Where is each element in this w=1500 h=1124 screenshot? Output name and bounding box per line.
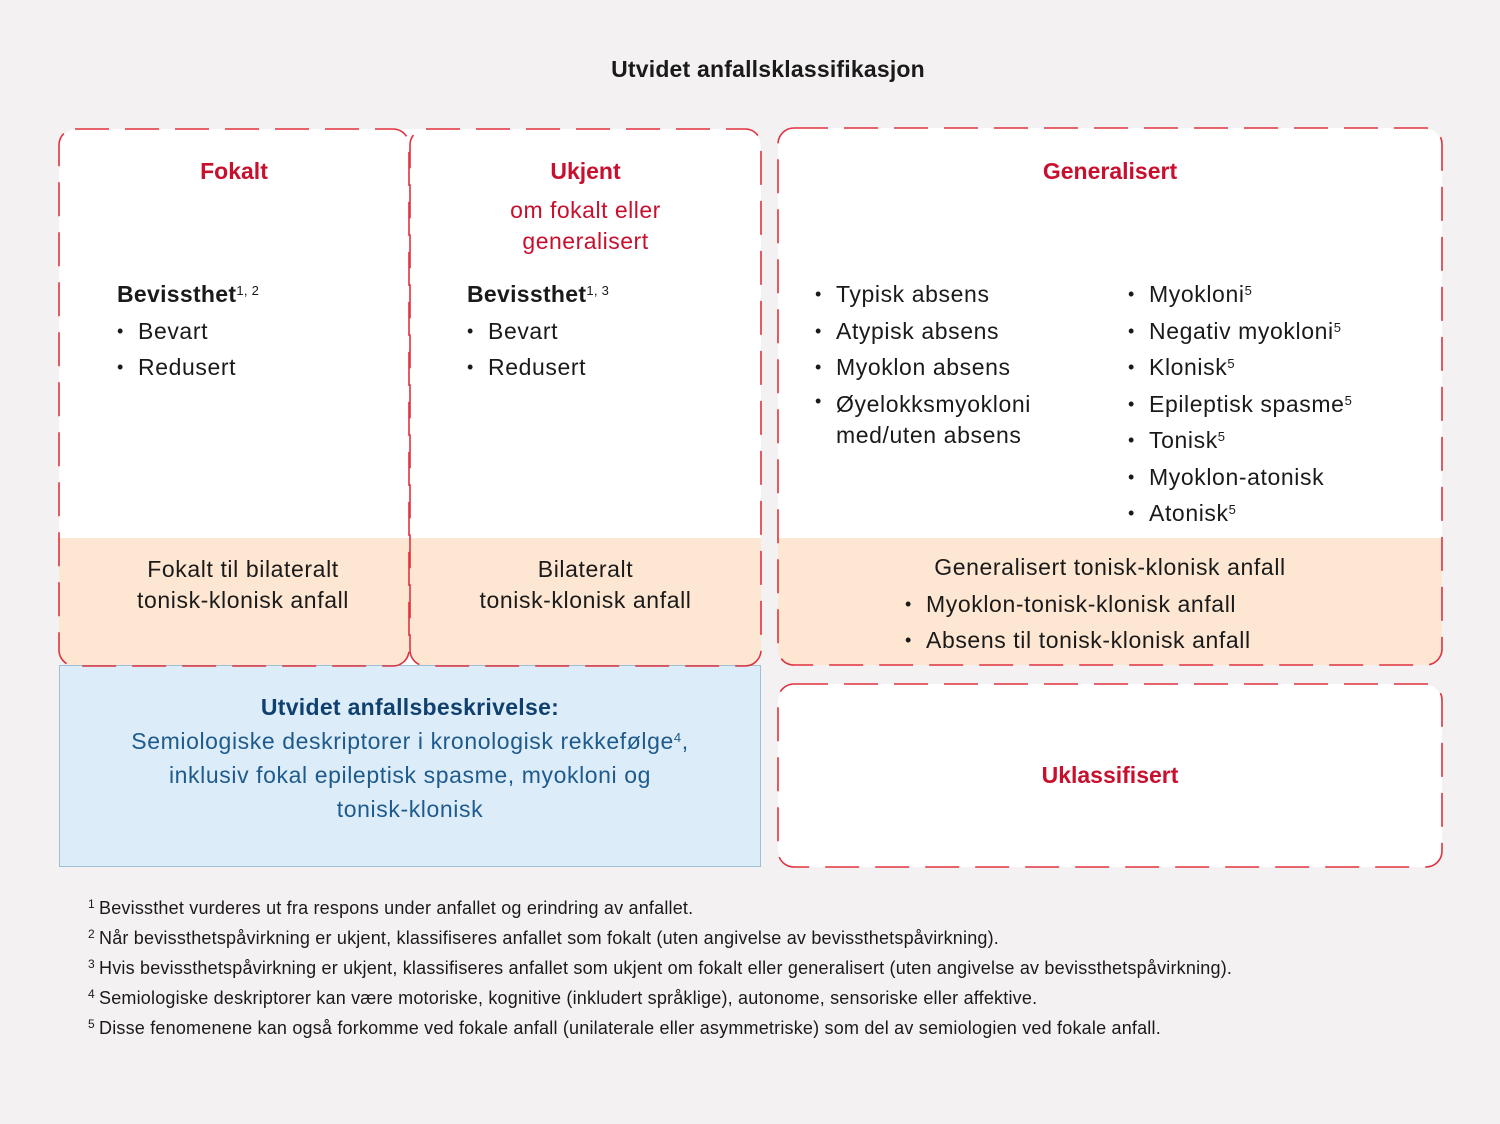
list-item: • Bevart — [117, 313, 397, 350]
list-item: • Redusert — [117, 349, 397, 386]
generalized-tonic-clonic-title: Generalisert tonisk-klonisk anfall — [934, 554, 1286, 580]
focal-awareness-label: Bevissthet$^{1, 2}$ — [117, 281, 260, 307]
list-item: • Myoklon absens — [815, 349, 1115, 386]
list-item: • Bevart — [467, 313, 747, 350]
list-item: • Typisk absens — [815, 276, 1115, 313]
unknown-subheading: om fokalt eller generalisert — [510, 197, 661, 254]
extended-description — [59, 694, 761, 826]
focal-awareness-list — [117, 313, 397, 386]
generalized-left-list — [815, 276, 1115, 451]
generalized-heading: Generalisert — [1042, 158, 1178, 184]
unknown-heading: Ukjent — [550, 158, 621, 184]
list-item: • Epileptisk spasme$^5$ — [1128, 386, 1428, 423]
footnotes — [88, 896, 1468, 1046]
unclassified-label: Uklassifisert — [1041, 762, 1179, 788]
focal-awareness — [117, 276, 397, 386]
list-item: • Negativ myokloni$^5$ — [1128, 313, 1428, 350]
footnote: 4 Semiologiske deskriptorer kan være motoriske, kognitive (inkludert språklige), autonome, sensoriske eller affektive. — [88, 987, 1038, 1008]
footnote: 2 Når bevissthetspåvirkning er ukjent, klassifiseres anfallet som fokalt (uten angivelse av bevissthetspåvirkning). — [88, 927, 1000, 948]
list-item: • Myoklon-atonisk — [1128, 459, 1428, 496]
unknown-awareness-list — [467, 313, 747, 386]
unknown-bilateral-text: Bilateralt tonisk-klonisk anfall — [479, 556, 692, 613]
unknown-awareness — [467, 276, 747, 386]
list-item: • Myoklon-tonisk-klonisk anfall — [905, 586, 1442, 623]
list-item: • Øyelokksmyokloni med/uten absens — [815, 386, 1115, 451]
list-item: • Atypisk absens — [815, 313, 1115, 350]
list-item: • Absens til tonisk-klonisk anfall — [905, 622, 1442, 659]
page-title: Utvidet anfallsklassifikasjon — [611, 56, 925, 82]
list-item: • Redusert — [467, 349, 747, 386]
list-item: • Klonisk$^5$ — [1128, 349, 1428, 386]
footnote: 1 Bevissthet vurderes ut fra respons under anfallet og erindring av anfallet. — [88, 897, 694, 918]
list-item: • Myokloni$^5$ — [1128, 276, 1428, 313]
generalized-right-list — [1128, 276, 1428, 532]
focal-heading: Fokalt — [200, 158, 268, 184]
generalized-tonic-clonic — [778, 549, 1442, 659]
extended-text: Semiologiske deskriptorer i kronologisk rekkefølge$^4$, inklusiv fokal epileptisk spasme, myokloni og tonisk-klonisk — [131, 728, 689, 822]
list-item: • Atonisk$^5$ — [1128, 495, 1428, 532]
unknown-awareness-label: Bevissthet$^{1, 3}$ — [467, 281, 610, 307]
footnote: 3 Hvis bevissthetspåvirkning er ukjent, klassifiseres anfallet som ukjent om fokalt eller generalisert (uten angivelse av bevissthetspåvirkning). — [88, 957, 1233, 978]
footnote: 5 Disse fenomenene kan også forkomme ved fokale anfall (unilaterale eller asymmetriske) som del av semiologien ved fokale anfall. — [88, 1017, 1161, 1038]
focal-bilateral-text: Fokalt til bilateralt tonisk-klonisk anfall — [136, 556, 350, 613]
list-item: • Tonisk$^5$ — [1128, 422, 1428, 459]
extended-heading: Utvidet anfallsbeskrivelse: — [260, 694, 560, 720]
